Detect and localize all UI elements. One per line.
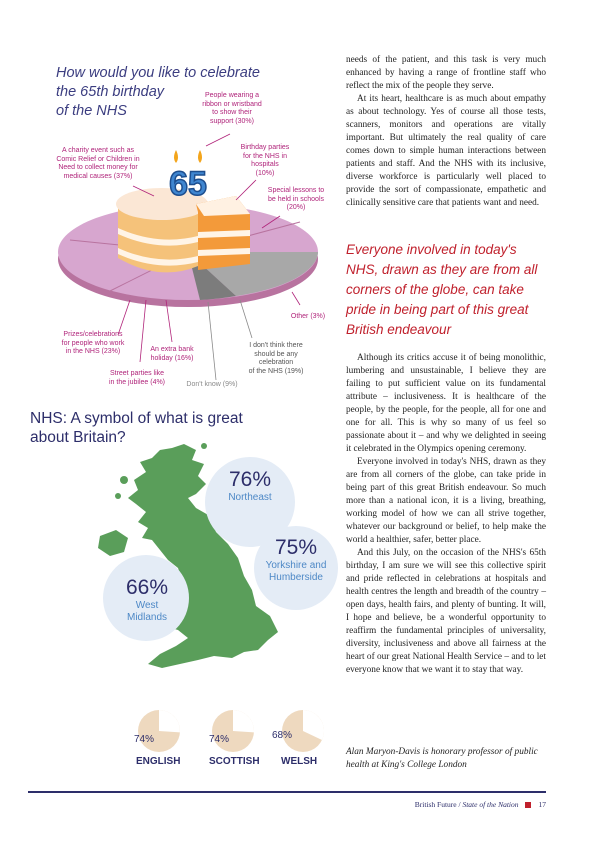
bubble-northeast-text	[205, 468, 295, 504]
nation-pie-scottish-wedge	[233, 710, 254, 732]
pie-title-line-1: How would you like to celebrate	[56, 65, 260, 81]
article-paragraph: Although its critics accuse it of being monolithic, lumbering and unsustainable, I believe they are failing to put sufficient value on its fundamental attribute – inclusiveness. It is healthcare of the people, by the people, for the people, all for one and one for all. This is why so many of us feel so passionate about it – and why we delighted in seeing it celebrated in the Olympics opening ceremony.	[346, 353, 546, 454]
island-map	[201, 443, 207, 449]
article-paragraph: And this July, on the occasion of the NHS's 65th birthday, I am sure we will see this collective spirit and pride reflected in celebrations at hospitals and health centres the length and breadth of the country – open days, health fairs, and plenty of bunting. It will, I hope and believe, be a wonderful opportunity to reaffirm the fundamental principles of universality, diversity, inclusiveness and above all fairness at the heart of our great National Health Service – and to let everyone know that we want it to stay that way.	[346, 548, 546, 675]
label-street-parties: Street parties like in the jubilee (4%)	[108, 370, 166, 386]
candle-flame	[174, 150, 178, 163]
island-map	[115, 493, 121, 499]
page-number: 17	[538, 800, 546, 809]
nation-pie-english	[136, 708, 182, 754]
label-no-celebration: I don't think there should be any celebration of the NHS (19%)	[248, 342, 304, 375]
page-footer	[340, 800, 546, 809]
bubble-yorkshire-percent: 75%	[274, 536, 318, 559]
nation-welsh-label: WELSH	[281, 756, 318, 767]
label-dont-know: Don't know (9%)	[186, 381, 238, 388]
northern-ireland-map	[98, 530, 128, 556]
article-paragraph: needs of the patient, and this task is very much enhanced by having a range of frontline staff who reflect the mix of the people they serve.	[346, 55, 546, 91]
nation-welsh-percent: 68%	[272, 730, 293, 741]
bubble-yorkshire-text	[254, 536, 338, 584]
footer-square-icon	[525, 802, 531, 808]
bubble-yorkshire-label-2: Humberside	[269, 572, 323, 583]
nation-pie-english-wedge	[159, 710, 180, 732]
article-column-top	[346, 54, 546, 210]
label-ribbon: People wearing a ribbon or wristband to show their support (30%)	[202, 92, 262, 125]
bubble-west-midlands-label-1: West	[135, 600, 159, 611]
pull-quote: Everyone involved in today's NHS, drawn as they are from all corners of the globe, can take pride in being part of this great British endeavour	[346, 242, 538, 337]
nation-pie-scottish	[210, 708, 256, 754]
label-other: Other (3%)	[290, 313, 326, 320]
pie-title-line-3: of the NHS	[56, 103, 127, 119]
label-prizes: Prizes/celebrations for people who work in the NHS (23%)	[61, 331, 125, 356]
nation-english-percent: 74%	[134, 734, 155, 745]
bubble-northeast-label: Northeast	[228, 492, 272, 503]
bubble-yorkshire-label-1: Yorkshire and	[265, 560, 327, 571]
footer-publication: State of the Nation	[462, 800, 519, 809]
pie-title-line-2: the 65th birthday	[56, 84, 165, 100]
article-paragraph: At its heart, healthcare is as much about empathy as about technology. Yes of course all those tests, scanners, monitors and operations are vitally important. But ultimately the real quality of care comes down to simple human interactions between patients and staff. And the NHS with its inclusive, diverse workforce is particularly well placed to provide the sort of compassionate, empathetic and clinically sensitive care that patients want and need.	[346, 94, 546, 208]
bubble-west-midlands-label-2: Midlands	[126, 612, 168, 623]
island-map	[120, 476, 128, 484]
author-byline: Alan Maryon-Davis is honorary professor of public health at King's College London	[346, 747, 538, 770]
candle-number: 65	[169, 165, 207, 203]
footer-publisher: British Future /	[414, 800, 463, 809]
article-paragraph: Everyone involved in today's NHS, drawn as they are from all corners of the globe, can take pride in being part of this great British endeavour. So much more than a national icon, it is a living, breathing, working model of how we can all strive together, whatever our background or belief, to help make the world a healthier, safer, better place.	[346, 457, 546, 545]
bubble-west-midlands-text	[104, 576, 190, 624]
candle-flame	[198, 150, 202, 163]
bubble-northeast-percent: 76%	[228, 468, 272, 491]
nation-scottish-percent: 74%	[209, 734, 230, 745]
map-section-title: NHS: A symbol of what is great about Britain?	[30, 410, 243, 446]
footer-divider	[28, 791, 546, 793]
label-hospital-parties: Birthday parties for the NHS in hospitals (10%)	[240, 144, 290, 177]
nation-scottish-label: SCOTTISH	[209, 756, 260, 767]
article-column-bottom	[346, 352, 546, 677]
bubble-west-midlands-percent: 66%	[125, 576, 169, 599]
label-charity: A charity event such as Comic Relief or Children in Need to collect money for medical causes (37%)	[56, 147, 140, 180]
label-bank-holiday: An extra bank holiday (16%)	[150, 346, 194, 362]
label-schools: Special lessons to be held in schools (20%)	[267, 187, 325, 212]
nation-english-label: ENGLISH	[136, 756, 181, 767]
